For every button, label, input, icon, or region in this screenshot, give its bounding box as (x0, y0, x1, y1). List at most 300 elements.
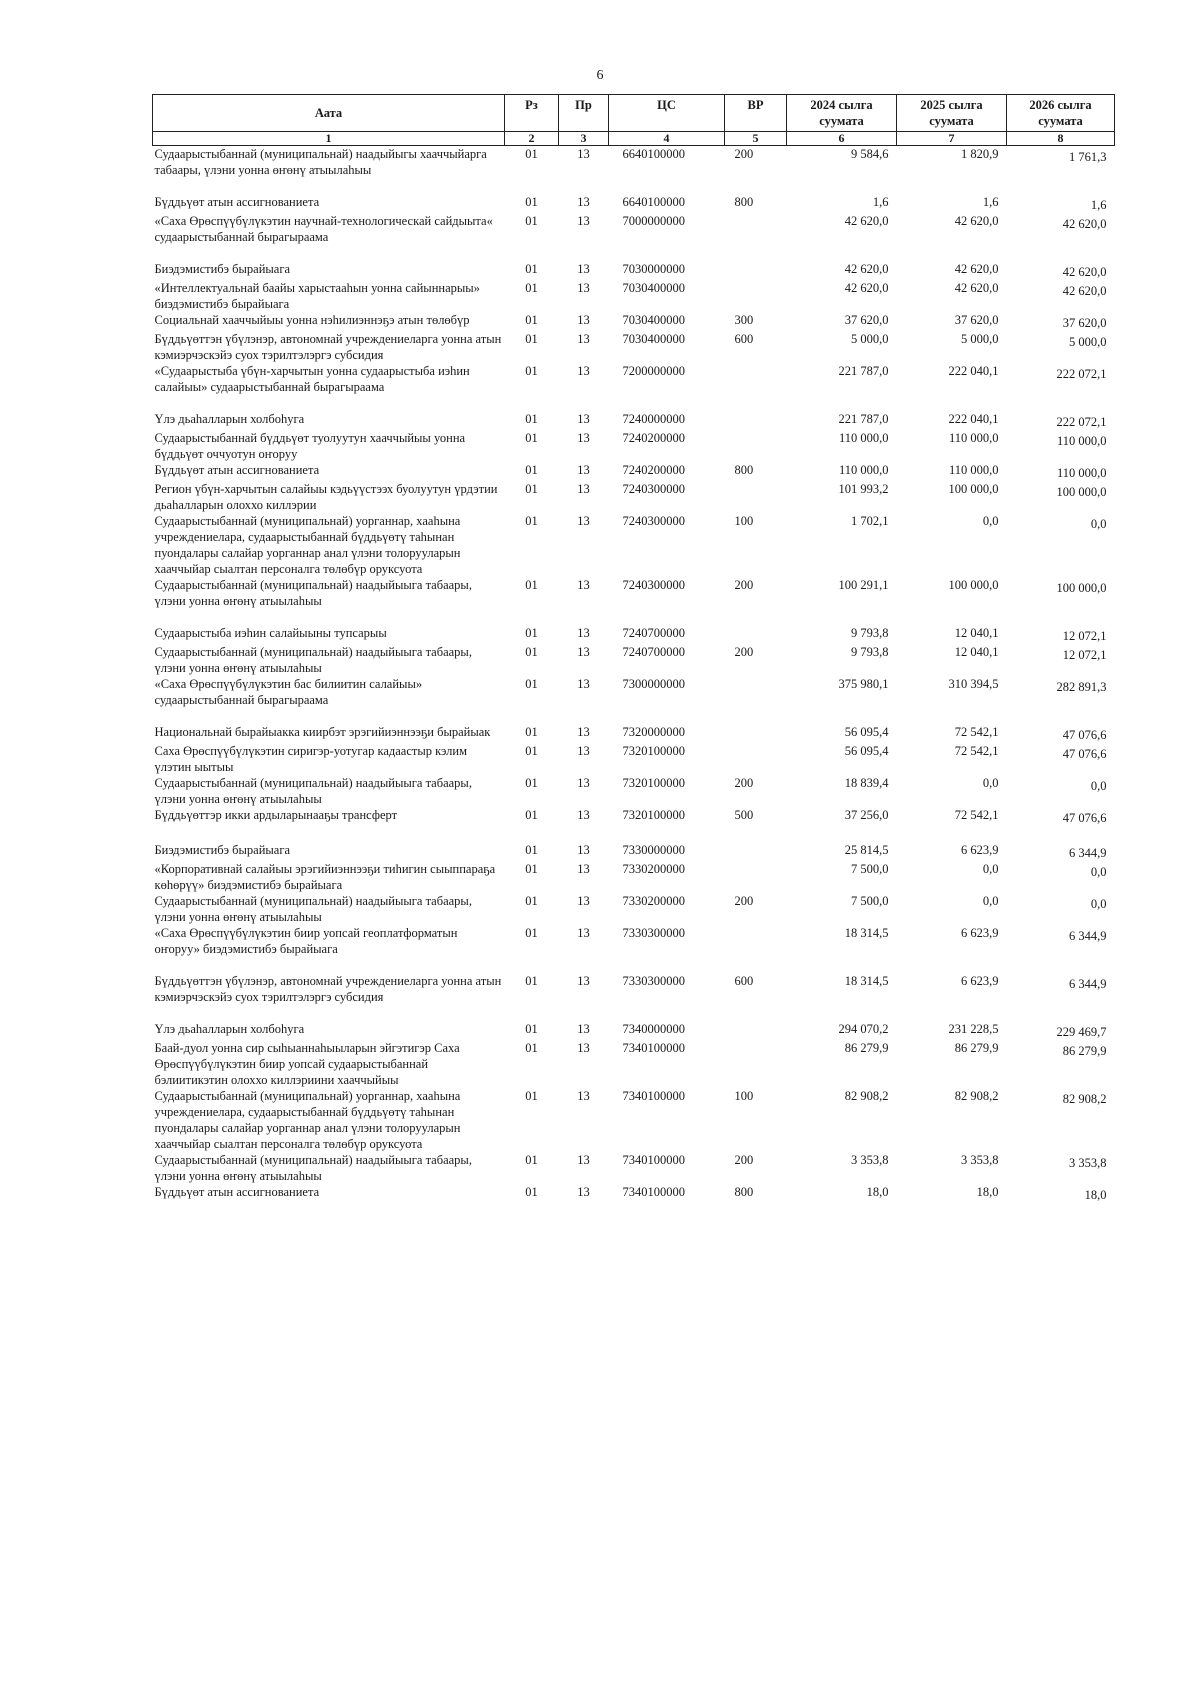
row-cs: 7240300000 (622, 482, 685, 496)
row-amount-2024: 294 070,2 (838, 1022, 889, 1036)
row-cs: 7330200000 (622, 894, 685, 908)
row-cs: 7030400000 (622, 313, 685, 327)
row-vr (725, 861, 787, 893)
table-row (153, 676, 1115, 724)
row-pr: 13 (577, 364, 590, 378)
row-amount-2026: 47 076,6 (1062, 728, 1107, 742)
row-name: Судаарыстыбаннай (муниципальнай) наадыйыгы хааччыйарга табаары, үлэни уонна өҥөнү атыылаһыы (154, 147, 487, 177)
row-amount-2025: 110 000,0 (948, 463, 999, 477)
row-name: Социальнай хааччыйыы уонна нэһилиэннэҕэ атын төлөбүр (154, 313, 470, 327)
row-vr (725, 1021, 787, 1040)
header-2026: 2026 сылга суумата (1007, 95, 1115, 132)
row-amount-2024: 100 291,1 (838, 578, 889, 592)
row-amount-2025: 6 623,9 (961, 843, 999, 857)
row-pr: 13 (577, 776, 590, 790)
column-number: 1 (153, 132, 505, 146)
row-vr: 100 (734, 1089, 754, 1103)
row-vr (725, 743, 787, 775)
table-row (153, 1040, 1115, 1088)
row-amount-2026: 222 072,1 (1056, 367, 1107, 381)
row-name: Бүддьүөттэн үбүлэнэр, автономнай учреждениеларга уонна атын кэмиэрчэскэйэ суох тэрилтэлэргэ субсидия (154, 332, 502, 362)
row-amount-2024: 86 279,9 (844, 1041, 889, 1055)
row-vr (725, 261, 787, 280)
row-vr (725, 842, 787, 861)
row-name: «Саха Өрөспүүбүлүкэтин бас билиитин салайыы» судаарыстыбаннай бырагыраама (154, 677, 423, 707)
row-cs: 7340100000 (622, 1089, 685, 1103)
row-amount-2024: 42 620,0 (844, 281, 889, 295)
row-vr: 100 (734, 514, 754, 528)
table-row (153, 363, 1115, 411)
row-amount-2025: 42 620,0 (954, 281, 999, 295)
row-pr: 13 (577, 578, 590, 592)
row-name: «Саха Өрөспүүбүлүкэтин биир уопсай геоплатформатын оҥоруу» биэдэмистибэ бырайыага (154, 926, 458, 956)
header-2024: 2024 сылга суумата (787, 95, 897, 132)
row-cs: 7030400000 (622, 281, 685, 295)
row-amount-2024: 56 095,4 (844, 744, 889, 758)
row-amount-2024: 9 793,8 (851, 645, 889, 659)
table-row (153, 724, 1115, 743)
row-name: «Судаарыстыба үбүн-харчытын уонна судаарыстыба иэһин салайыы» судаарыстыбаннай бырагыраама (154, 364, 470, 394)
row-amount-2025: 100 000,0 (948, 578, 999, 592)
table-row (153, 775, 1115, 807)
row-cs: 7030400000 (622, 332, 685, 346)
column-number: 7 (897, 132, 1007, 146)
row-vr (725, 430, 787, 462)
row-cs: 7240200000 (622, 463, 685, 477)
row-vr: 800 (734, 195, 754, 209)
row-vr: 800 (734, 463, 754, 477)
row-amount-2025: 3 353,8 (961, 1153, 999, 1167)
row-amount-2024: 1,6 (872, 195, 889, 209)
row-amount-2025: 86 279,9 (954, 1041, 999, 1055)
row-amount-2025: 310 394,5 (948, 677, 999, 691)
row-cs: 7330200000 (622, 862, 685, 876)
row-vr: 200 (734, 645, 754, 659)
row-amount-2026: 0,0 (1090, 865, 1107, 879)
row-amount-2024: 42 620,0 (844, 214, 889, 228)
row-pr: 13 (577, 1022, 590, 1036)
table-row (153, 146, 1115, 195)
row-amount-2024: 7 500,0 (851, 862, 889, 876)
row-amount-2024: 18 314,5 (844, 974, 889, 988)
table-body (153, 146, 1115, 1220)
row-pr: 13 (577, 626, 590, 640)
row-amount-2024: 56 095,4 (844, 725, 889, 739)
row-rz: 01 (525, 744, 538, 758)
row-cs: 7330000000 (622, 843, 685, 857)
row-rz: 01 (525, 431, 538, 445)
row-amount-2024: 1 702,1 (851, 514, 889, 528)
row-amount-2024: 5 000,0 (851, 332, 889, 346)
row-cs: 7240200000 (622, 431, 685, 445)
row-vr: 600 (734, 974, 754, 988)
row-pr: 13 (577, 195, 590, 209)
row-vr (725, 1040, 787, 1088)
table-row (153, 893, 1115, 925)
row-amount-2024: 18 314,5 (844, 926, 889, 940)
row-cs: 7320100000 (622, 744, 685, 758)
row-amount-2024: 25 814,5 (844, 843, 889, 857)
row-pr: 13 (577, 974, 590, 988)
row-amount-2026: 86 279,9 (1062, 1044, 1107, 1058)
row-rz: 01 (525, 808, 538, 822)
row-amount-2025: 72 542,1 (954, 744, 999, 758)
row-cs: 7240700000 (622, 645, 685, 659)
row-amount-2026: 82 908,2 (1062, 1092, 1107, 1106)
row-cs: 7340100000 (622, 1153, 685, 1167)
row-vr: 200 (734, 894, 754, 908)
row-amount-2026: 5 000,0 (1069, 335, 1107, 349)
header-rz: Рз (505, 95, 559, 132)
row-amount-2024: 101 993,2 (838, 482, 889, 496)
row-cs: 7340100000 (622, 1185, 685, 1199)
row-rz: 01 (525, 862, 538, 876)
row-amount-2026: 100 000,0 (1056, 581, 1107, 595)
row-cs: 7240300000 (622, 578, 685, 592)
row-amount-2025: 82 908,2 (954, 1089, 999, 1103)
table-row (153, 331, 1115, 363)
row-vr (725, 481, 787, 513)
row-cs: 7340000000 (622, 1022, 685, 1036)
row-cs: 7330300000 (622, 926, 685, 940)
row-pr: 13 (577, 677, 590, 691)
row-vr (725, 925, 787, 973)
row-amount-2025: 42 620,0 (954, 214, 999, 228)
row-pr: 13 (577, 1089, 590, 1103)
row-rz: 01 (525, 332, 538, 346)
row-amount-2025: 72 542,1 (954, 808, 999, 822)
row-name: Бүддьүөттэр икки ардыларынааҕы трансферт (154, 808, 398, 822)
row-amount-2026: 1,6 (1090, 198, 1107, 212)
row-name: Бүддьүөт атын ассигнованиета (154, 463, 320, 477)
row-rz: 01 (525, 147, 538, 161)
column-number: 5 (725, 132, 787, 146)
row-name: Саха Өрөспүүбүлүкэтин сиригэр-уотугар кадаастыр кэлим үлэтин ыытыы (154, 744, 468, 774)
header-name: Аата (153, 95, 505, 132)
row-rz: 01 (525, 214, 538, 228)
row-name: Регион үбүн-харчытын салайыы кэдьүүстээх буолуутун үрдэтии дьаһалларын олоххо киллэрии (154, 482, 498, 512)
row-vr: 300 (734, 313, 754, 327)
header-2025: 2025 сылга суумата (897, 95, 1007, 132)
row-amount-2025: 12 040,1 (954, 626, 999, 640)
row-cs: 7200000000 (622, 364, 685, 378)
row-name: Үлэ дьаһалларын холбоһуга (154, 1022, 305, 1036)
row-amount-2026: 282 891,3 (1056, 680, 1107, 694)
row-pr: 13 (577, 1041, 590, 1055)
row-rz: 01 (525, 626, 538, 640)
row-vr: 200 (734, 1153, 754, 1167)
row-vr: 200 (734, 578, 754, 592)
table-row (153, 513, 1115, 577)
row-amount-2025: 0,0 (982, 894, 999, 908)
row-name: Судаарыстыбаннай (муниципальнай) уорганнар, хааһына учреждениелара, судаарыстыбаннай бүддьүөтү таһынан пуондалары салайар уорганнар анал үлэни толорууларын хааччыйар сыалтан персоналга төлөбүр оруксуота (154, 514, 461, 576)
row-cs: 7030000000 (622, 262, 685, 276)
row-pr: 13 (577, 645, 590, 659)
table-row (153, 411, 1115, 430)
row-vr (725, 625, 787, 644)
row-pr: 13 (577, 926, 590, 940)
row-name: Баай-дуол уонна сир сыһыаннаһыыларын эйгэтигэр Саха Өрөспүүбүлүкэтин биир уопсай судаарыстыбаннай бэлиитикэтин олоххо киллэриини хааччыйыы (154, 1041, 460, 1087)
row-vr: 500 (734, 808, 754, 822)
row-amount-2026: 6 344,9 (1069, 929, 1107, 943)
row-amount-2026: 0,0 (1090, 897, 1107, 911)
row-cs: 7000000000 (622, 214, 685, 228)
row-amount-2024: 37 620,0 (844, 313, 889, 327)
row-vr: 600 (734, 332, 754, 346)
row-amount-2025: 6 623,9 (961, 926, 999, 940)
row-vr (725, 676, 787, 724)
row-pr: 13 (577, 744, 590, 758)
table-row (153, 312, 1115, 331)
row-vr (725, 724, 787, 743)
row-pr: 13 (577, 313, 590, 327)
row-cs: 7320100000 (622, 776, 685, 790)
row-name: Судаарыстыбаннай (муниципальнай) наадыйыыга табаары, үлэни уонна өҥөнү атыылаһыы (154, 578, 472, 608)
table-row (153, 462, 1115, 481)
row-cs: 7300000000 (622, 677, 685, 691)
row-amount-2024: 37 256,0 (844, 808, 889, 822)
row-rz: 01 (525, 926, 538, 940)
row-pr: 13 (577, 147, 590, 161)
row-name: Судаарыстыбаннай (муниципальнай) наадыйыыга табаары, үлэни уонна өҥөнү атыылаһыы (154, 776, 472, 806)
row-amount-2026: 100 000,0 (1056, 485, 1107, 499)
column-number: 3 (559, 132, 609, 146)
table-row (153, 280, 1115, 312)
row-amount-2026: 0,0 (1090, 779, 1107, 793)
row-vr (725, 213, 787, 261)
row-name: Үлэ дьаһалларын холбоһуга (154, 412, 305, 426)
row-amount-2026: 110 000,0 (1056, 466, 1107, 480)
row-cs: 7340100000 (622, 1041, 685, 1055)
row-amount-2024: 221 787,0 (838, 412, 889, 426)
table-row (153, 481, 1115, 513)
row-amount-2025: 37 620,0 (954, 313, 999, 327)
row-amount-2025: 222 040,1 (948, 364, 999, 378)
row-cs: 7240000000 (622, 412, 685, 426)
table-header-row (153, 95, 1115, 132)
row-amount-2026: 229 469,7 (1056, 1025, 1107, 1039)
table-row (153, 213, 1115, 261)
row-pr: 13 (577, 482, 590, 496)
row-pr: 13 (577, 843, 590, 857)
row-rz: 01 (525, 313, 538, 327)
row-amount-2024: 9 584,6 (851, 147, 889, 161)
row-amount-2025: 0,0 (982, 514, 999, 528)
row-amount-2024: 7 500,0 (851, 894, 889, 908)
row-pr: 13 (577, 214, 590, 228)
row-pr: 13 (577, 1185, 590, 1199)
row-pr: 13 (577, 281, 590, 295)
row-amount-2025: 5 000,0 (961, 332, 999, 346)
column-number: 6 (787, 132, 897, 146)
row-cs: 7240700000 (622, 626, 685, 640)
table-row (153, 861, 1115, 893)
row-amount-2025: 42 620,0 (954, 262, 999, 276)
row-rz: 01 (525, 364, 538, 378)
row-amount-2026: 222 072,1 (1056, 415, 1107, 429)
row-amount-2024: 375 980,1 (838, 677, 889, 691)
row-amount-2024: 18,0 (866, 1185, 889, 1199)
row-amount-2025: 12 040,1 (954, 645, 999, 659)
row-amount-2024: 9 793,8 (851, 626, 889, 640)
row-amount-2026: 12 072,1 (1062, 629, 1107, 643)
row-pr: 13 (577, 808, 590, 822)
table-row (153, 625, 1115, 644)
header-cs: ЦС (609, 95, 725, 132)
row-name: Бүддьүөт атын ассигнованиета (154, 195, 320, 209)
row-amount-2026: 110 000,0 (1056, 434, 1107, 448)
row-rz: 01 (525, 1022, 538, 1036)
row-rz: 01 (525, 1153, 538, 1167)
row-vr: 800 (734, 1185, 754, 1199)
row-cs: 7320100000 (622, 808, 685, 822)
row-amount-2026: 12 072,1 (1062, 648, 1107, 662)
row-name: Биэдэмистибэ бырайыага (154, 843, 291, 857)
row-rz: 01 (525, 677, 538, 691)
row-name: Судаарыстыбаннай (муниципальнай) наадыйыыга табаары, үлэни уонна өҥөнү атыылаһыы (154, 645, 472, 675)
row-amount-2026: 42 620,0 (1062, 284, 1107, 298)
row-rz: 01 (525, 482, 538, 496)
row-pr: 13 (577, 463, 590, 477)
column-number-row (153, 132, 1115, 146)
row-amount-2026: 6 344,9 (1069, 977, 1107, 991)
row-vr: 200 (734, 776, 754, 790)
row-pr: 13 (577, 431, 590, 445)
row-amount-2025: 0,0 (982, 862, 999, 876)
row-amount-2026: 47 076,6 (1062, 747, 1107, 761)
budget-table (152, 94, 1115, 1219)
row-amount-2026: 42 620,0 (1062, 217, 1107, 231)
row-name: Судаарыстыбаннай (муниципальнай) уорганнар, хааһына учреждениелара, судаарыстыбаннай бүддьүөтү таһынан пуондалары салайар уорганнар анал үлэни толорууларын хааччыйар сыалтан персоналга төлөбүр оруксуота (154, 1089, 461, 1151)
column-number: 4 (609, 132, 725, 146)
row-rz: 01 (525, 578, 538, 592)
table-row (153, 430, 1115, 462)
row-rz: 01 (525, 974, 538, 988)
row-pr: 13 (577, 894, 590, 908)
row-amount-2026: 37 620,0 (1062, 316, 1107, 330)
table-row (153, 644, 1115, 676)
table-row (153, 1021, 1115, 1040)
row-vr (725, 411, 787, 430)
row-name: Судаарыстыбаннай (муниципальнай) наадыйыыга табаары, үлэни уонна өҥөнү атыылаһыы (154, 894, 472, 924)
row-rz: 01 (525, 412, 538, 426)
row-name: Судаарыстыбаннай (муниципальнай) наадыйыыга табаары, үлэни уонна өҥөнү атыылаһыы (154, 1153, 472, 1183)
row-amount-2025: 100 000,0 (948, 482, 999, 496)
row-amount-2026: 0,0 (1090, 517, 1107, 531)
table-row (153, 1088, 1115, 1152)
row-pr: 13 (577, 514, 590, 528)
row-amount-2025: 6 623,9 (961, 974, 999, 988)
row-rz: 01 (525, 281, 538, 295)
row-cs: 7320000000 (622, 725, 685, 739)
row-amount-2026: 18,0 (1084, 1188, 1107, 1202)
row-name: «Саха Өрөспүүбүлүкэтин научнай-технологическай сайдыыта« судаарыстыбаннай бырагыраама (154, 214, 493, 244)
table-row (153, 1184, 1115, 1219)
row-rz: 01 (525, 1185, 538, 1199)
row-name: «Интеллектуальнай баайы харыстааһын уонна сайыннарыы» биэдэмистибэ бырайыага (154, 281, 480, 311)
row-cs: 6640100000 (622, 195, 685, 209)
table-row (153, 194, 1115, 213)
row-rz: 01 (525, 843, 538, 857)
row-amount-2025: 18,0 (976, 1185, 999, 1199)
column-number: 2 (505, 132, 559, 146)
table-row (153, 261, 1115, 280)
row-name: Судаарыстыбаннай бүддьүөт туолуутун хааччыйыы уонна бүддьүөт оччуотун оҥоруу (154, 431, 466, 461)
row-name: Бүддьүөт атын ассигнованиета (154, 1185, 320, 1199)
row-rz: 01 (525, 463, 538, 477)
row-amount-2025: 72 542,1 (954, 725, 999, 739)
row-amount-2025: 1 820,9 (961, 147, 999, 161)
row-amount-2024: 82 908,2 (844, 1089, 889, 1103)
row-amount-2026: 1 761,3 (1069, 150, 1107, 164)
row-rz: 01 (525, 776, 538, 790)
header-pr: Пр (559, 95, 609, 132)
row-pr: 13 (577, 332, 590, 346)
row-amount-2025: 231 228,5 (948, 1022, 999, 1036)
row-cs: 7330300000 (622, 974, 685, 988)
row-amount-2025: 1,6 (982, 195, 999, 209)
row-amount-2024: 18 839,4 (844, 776, 889, 790)
row-amount-2026: 3 353,8 (1069, 1156, 1107, 1170)
row-rz: 01 (525, 195, 538, 209)
row-amount-2025: 110 000,0 (948, 431, 999, 445)
row-name: Бүддьүөттэн үбүлэнэр, автономнай учреждениеларга уонна атын кэмиэрчэскэйэ суох тэрилтэлэргэ субсидия (154, 974, 502, 1004)
row-amount-2024: 3 353,8 (851, 1153, 889, 1167)
row-cs: 7240300000 (622, 514, 685, 528)
column-number: 8 (1007, 132, 1115, 146)
table-row (153, 577, 1115, 625)
row-vr (725, 363, 787, 411)
row-amount-2024: 221 787,0 (838, 364, 889, 378)
row-pr: 13 (577, 262, 590, 276)
row-amount-2024: 110 000,0 (838, 463, 889, 477)
row-name: «Корпоративнай салайыы эрэгийиэннээҕи тиһигин сыыппараҕа көһөрүү» биэдэмистибэ бырайыага (154, 862, 496, 892)
table-row (153, 842, 1115, 861)
row-name: Судаарыстыба иэһин салайыыны тупсарыы (154, 626, 387, 640)
row-pr: 13 (577, 1153, 590, 1167)
row-pr: 13 (577, 862, 590, 876)
row-name: Биэдэмистибэ бырайыага (154, 262, 291, 276)
row-amount-2024: 42 620,0 (844, 262, 889, 276)
table-row (153, 807, 1115, 842)
row-vr: 200 (734, 147, 754, 161)
row-rz: 01 (525, 894, 538, 908)
row-amount-2026: 6 344,9 (1069, 846, 1107, 860)
row-pr: 13 (577, 725, 590, 739)
table-row (153, 925, 1115, 973)
row-pr: 13 (577, 412, 590, 426)
table-row (153, 1152, 1115, 1184)
row-amount-2024: 110 000,0 (838, 431, 889, 445)
page-number: 6 (596, 68, 604, 83)
row-vr (725, 280, 787, 312)
row-rz: 01 (525, 262, 538, 276)
row-name: Национальнай бырайыакка киирбэт эрэгийиэннээҕи бырайыак (154, 725, 491, 739)
row-amount-2026: 47 076,6 (1062, 811, 1107, 825)
table-row (153, 743, 1115, 775)
row-amount-2026: 42 620,0 (1062, 265, 1107, 279)
row-cs: 6640100000 (622, 147, 685, 161)
row-rz: 01 (525, 1041, 538, 1055)
row-amount-2025: 0,0 (982, 776, 999, 790)
row-rz: 01 (525, 725, 538, 739)
table-row (153, 973, 1115, 1021)
header-vr: ВР (725, 95, 787, 132)
row-amount-2025: 222 040,1 (948, 412, 999, 426)
row-rz: 01 (525, 514, 538, 528)
row-rz: 01 (525, 645, 538, 659)
row-rz: 01 (525, 1089, 538, 1103)
